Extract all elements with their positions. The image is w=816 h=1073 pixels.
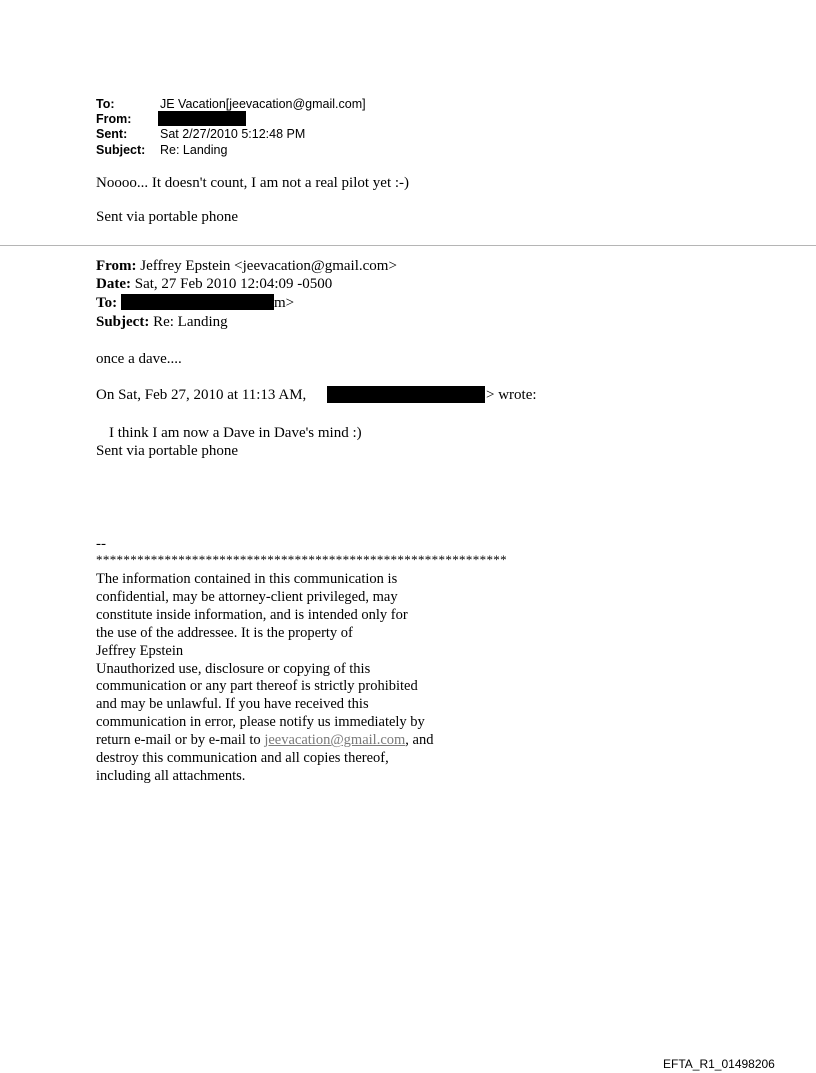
- reply-text: once a dave....: [96, 351, 182, 367]
- disclaimer-line: including all attachments.: [96, 767, 246, 784]
- to-label: To:: [96, 97, 115, 111]
- disclaimer-line: The information contained in this communication is: [96, 571, 398, 587]
- second-subject-label: Subject:: [96, 314, 150, 330]
- document-id: EFTA_R1_01498206: [663, 1057, 775, 1071]
- disclaimer-line: constitute inside information, and is intended only for: [96, 606, 408, 623]
- from-label: From:: [96, 112, 132, 126]
- disclaimer-line: destroy this communication and all copies thereof,: [96, 750, 389, 767]
- second-from-label: From:: [96, 258, 137, 274]
- sent-label: Sent:: [96, 127, 128, 141]
- subject-value: Re: Landing: [160, 143, 228, 157]
- redaction-box: [327, 386, 485, 403]
- top-body-line: Noooo... It doesn't count, I am not a real pilot yet :-): [96, 175, 410, 191]
- second-to-tail: m>: [274, 295, 295, 311]
- disclaimer-line: confidential, may be attorney-client privileged, may: [96, 588, 398, 605]
- signature-stars: ************************************************************: [96, 552, 507, 567]
- confidentiality-disclaimer: [96, 571, 576, 786]
- email-line-suffix: , and: [405, 732, 434, 749]
- disclaimer-line: and may be unlawful. If you have received this: [96, 696, 369, 713]
- second-to-row: [96, 294, 117, 312]
- disclaimer-line: the use of the addressee. It is the property of: [96, 624, 353, 641]
- message-divider: [0, 245, 816, 246]
- second-date-value: Sat, 27 Feb 2010 12:04:09 -0500: [134, 276, 333, 292]
- second-date-label: Date:: [96, 276, 131, 292]
- second-subject-value: Re: Landing: [153, 314, 228, 330]
- disclaimer-line: Jeffrey Epstein: [96, 642, 184, 659]
- subject-label: Subject:: [96, 143, 146, 157]
- redaction-box: [158, 111, 246, 126]
- top-body-signature: Sent via portable phone: [96, 209, 239, 225]
- quoted-line: I think I am now a Dave in Dave's mind :): [109, 425, 362, 441]
- second-subject-row: [96, 313, 228, 331]
- second-from-value: Jeffrey Epstein <jeevacation@gmail.com>: [140, 258, 397, 274]
- disclaimer-email-line: [96, 732, 576, 750]
- email-line-prefix: return e-mail or by e-mail to: [96, 732, 265, 749]
- quoted-signature: Sent via portable phone: [96, 443, 239, 459]
- disclaimer-line: communication in error, please notify us immediately by: [96, 714, 425, 731]
- second-date-row: [96, 275, 332, 293]
- to-value: JE Vacation[jeevacation@gmail.com]: [160, 97, 366, 111]
- signature-dashes: --: [96, 536, 106, 552]
- redaction-box: [121, 294, 274, 310]
- quote-intro-prefix: On Sat, Feb 27, 2010 at 11:13 AM,: [96, 387, 307, 403]
- quote-intro-suffix: > wrote:: [486, 387, 537, 403]
- sent-value: Sat 2/27/2010 5:12:48 PM: [160, 127, 306, 141]
- email-link[interactable]: jeevacation@gmail.com: [264, 732, 406, 749]
- second-from-row: [96, 257, 397, 275]
- disclaimer-line: communication or any part thereof is strictly prohibited: [96, 678, 418, 695]
- second-to-label: To:: [96, 295, 118, 311]
- disclaimer-line: Unauthorized use, disclosure or copying of this: [96, 660, 371, 677]
